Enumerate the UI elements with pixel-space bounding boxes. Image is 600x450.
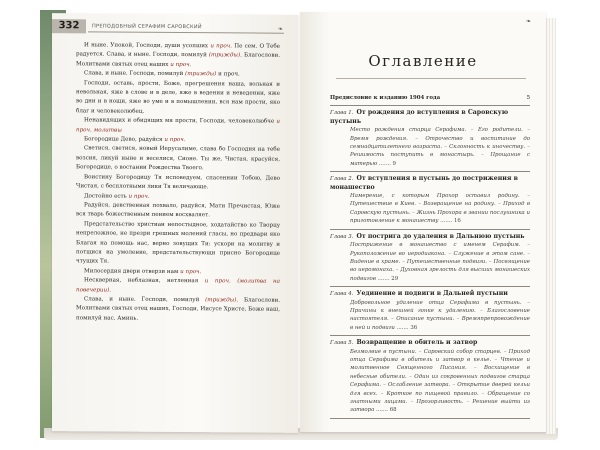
running-head: ПРЕПОДОБНЫЙ СЕРАФИМ САРОВСКИЙ — [92, 23, 202, 31]
paragraph-text: И ныне. Упокой, Господи, души усопших — [84, 42, 211, 50]
body-paragraph — [76, 117, 280, 137]
paragraph-text: Радуйся, девственная похвало, радуйся, Мати Пречистая, Юже вся тварь божественным пением восхваляет. — [76, 202, 280, 219]
paragraph-text: Благослови. Молитвами святых отец наших — [76, 52, 280, 68]
chapter-title: Уединение и подвиги в Дальней пустыни — [356, 290, 508, 298]
rubric-text: и проч. молитвы — [76, 118, 280, 134]
chapter-heading — [330, 109, 530, 126]
toc-rule — [330, 229, 530, 230]
body-paragraph — [76, 220, 280, 268]
chapter-number: Глава 2. — [330, 176, 354, 183]
rubric-text: и проч. (молитва на повечерии). — [76, 278, 280, 294]
chapter-title: От рождения до вступления в Саровскую пустынь — [330, 109, 509, 125]
chapter-number: Глава 1. — [330, 110, 354, 117]
chapter-summary — [330, 348, 530, 415]
toc-rule — [330, 418, 530, 419]
page-number: 332 — [52, 19, 86, 33]
rubric-text: (трижды). — [205, 297, 239, 304]
chapter-page: 68 — [389, 407, 397, 414]
title-rule — [336, 78, 526, 79]
toc-chapter — [330, 290, 530, 332]
toc-rule — [330, 286, 530, 287]
rubric-text: и проч. — [164, 136, 186, 144]
toc-rule — [330, 335, 530, 336]
toc-rule — [330, 171, 530, 172]
chapter-summary — [330, 299, 530, 333]
toc-chapters — [330, 109, 530, 418]
toc-chapter — [330, 109, 530, 168]
chapter-page: 29 — [391, 275, 399, 282]
toc-preface — [330, 94, 530, 102]
rubric-text: и проч. — [210, 43, 232, 50]
chapter-summary-text: Намерение, с которым Прохор оставил родину. – Путешествие в Киев. – Возвращение на родину. – Приход в Саровскую пустынь. – Жизнь Прохора в звании послушника и приготовление к монашеству ....... — [350, 193, 530, 225]
paragraph-text: Предстательство христиан непостыдное, ходатайство ко Творцу непреложное, не презри грешных молений гласы, но предвари яко Благая на помощь нас, верно зовущих Ти: ускори на молитву и потщися на умоление, предстательствующи присно Богородице чтущих Тя. — [76, 221, 280, 265]
chapter-heading — [330, 339, 530, 347]
rubric-text: и проч. — [128, 193, 150, 200]
paragraph-text: Достойно есть — [84, 192, 129, 200]
rubric-text: (трижды). — [208, 52, 242, 59]
paragraph-text: Слава, и ныне. Господи, помилуй — [84, 296, 206, 304]
paragraph-text: Воистину Богородицу Тя исповедуем, спасеннии Тобою, Дево Чистая, с бесплотными лики Тя величающе. — [76, 174, 280, 191]
paragraph-text: Ненавидящих и обидящих мя прости, Господи, человеколюбче — [84, 117, 277, 125]
rubric-text: и проч. — [180, 268, 202, 275]
chapter-title: От пострига до удаления в Дальнюю пустынь — [356, 232, 525, 240]
preface-page: 5 — [526, 95, 530, 101]
chapter-page: 9 — [392, 160, 396, 167]
paragraph-text: Нескверная, неблазная, нетленная — [84, 277, 205, 285]
paragraph-text: Пе сем. О Тебе радуется. Слава, и ныне. Господи, помилуй — [76, 43, 280, 59]
paragraph-text: Слава, и ныне. Господи, помилуй — [84, 70, 186, 78]
paragraph-text: Благослови. Молитвами святых отец наших, Господи, Иисусе Христе, Боже наш, помилуй нас. Аминь. — [76, 297, 280, 322]
header-rule — [88, 31, 284, 33]
chapter-summary — [330, 192, 530, 226]
chapter-title: От вступления в пустынь до пострижения в монашество — [330, 175, 518, 191]
right-page — [300, 12, 546, 432]
chapter-heading — [330, 175, 530, 192]
paragraph-text: Милосердия двери отверзи нам — [84, 268, 181, 275]
left-page-body — [76, 41, 280, 325]
chapter-summary — [330, 126, 530, 168]
paragraph-text: Господи, оставь, прости, Боже, прегрешения наша, вольная и невольная, яже в слове и в деле, яже в ведении и неведении, яже во дни и в нощи, яже во уме и в помышлении, вся нам прости, яко благ и человеколюбец. — [76, 79, 280, 115]
chapter-number: Глава 4. — [330, 291, 354, 298]
body-paragraph — [76, 276, 280, 296]
chapter-heading — [330, 233, 530, 241]
chapter-summary-text: Безмолвие в пустыни. – Саровский собор старцев. – Приход отца Серафима в обитель и затвор в келье. – Чтение и молитвенное Священного Писания. – Восхищение в небесные обители. – Один из сокровенных подвигов старца Серафима. – Ослабление затвора. – Открытие дверей кельи для всех. – Кроткое по пищевой правило. – Обращение со знатными лицами. – Прозорливость. – Решение выйти из затвора ....... — [350, 348, 530, 414]
left-page — [52, 13, 298, 433]
chapter-summary-text: Пострижение в монашество с именем Серафим. – Рукоположение во иеродиакона. – Служение в этом сане. – Видение в храме. – Путешественные подвиги. – Посвящение во иеромонаха. – Духовная зрелость для высших монашеских подвигов ....... — [350, 242, 530, 282]
toc-chapter — [330, 339, 530, 415]
ornament-icon: ❧ — [526, 18, 532, 25]
left-page-header — [52, 19, 298, 35]
toc-rule — [330, 105, 530, 106]
body-paragraph — [76, 79, 280, 118]
ornament-icon: ❧ — [278, 25, 284, 33]
chapter-page: 16 — [453, 218, 461, 225]
body-paragraph — [76, 173, 280, 193]
rubric-text: (трижды) — [185, 71, 217, 78]
paragraph-text: и проч. — [216, 71, 240, 78]
table-of-contents — [330, 94, 530, 422]
body-paragraph — [76, 41, 280, 71]
chapter-title: Возвращение в обитель и затвор — [356, 339, 478, 347]
body-paragraph — [76, 201, 280, 221]
chapter-number: Глава 3. — [330, 233, 354, 240]
rubric-text: и проч. — [170, 61, 192, 68]
page-stack — [546, 18, 556, 434]
chapter-heading — [330, 290, 530, 298]
toc-chapter — [330, 175, 530, 225]
chapter-number: Глава 5. — [330, 340, 354, 347]
body-paragraph — [76, 145, 280, 175]
paragraph-text: Богородице Дево, радуйся — [84, 136, 165, 143]
chapter-summary-text: Место рождения старца Серафима. – Его родители. – Время рождения. – Отрочество и воспитание до семнадцатилетнего возраста. – Склонность к иночеству. – Решимость поступить в монастырь. – Прощание с матерью ....... — [350, 127, 530, 167]
body-paragraph — [76, 295, 280, 325]
chapter-summary-text: Добровольное удаление отца Серафима в пустынь. – Причины к внешней гонке к удалению. – Благословение настоятеля. – Описание пустыни. – Времяпрепровождение в ней и подвиги ....... — [350, 299, 530, 331]
toc-chapter — [330, 233, 530, 283]
paragraph-text: Светися, светися, новый Иерусалиме, слава бо Господня на тебе возсия, ликуй ныне и веселися, Сионе. Ты же, Чистая, красуйся, Богородице, о востании Рождества Твоего. — [76, 145, 280, 172]
chapter-summary — [330, 241, 530, 283]
preface-label: Предисловие к изданию 1904 года — [330, 95, 441, 101]
toc-title: Оглавление — [368, 52, 478, 70]
chapter-page: 36 — [410, 324, 418, 331]
